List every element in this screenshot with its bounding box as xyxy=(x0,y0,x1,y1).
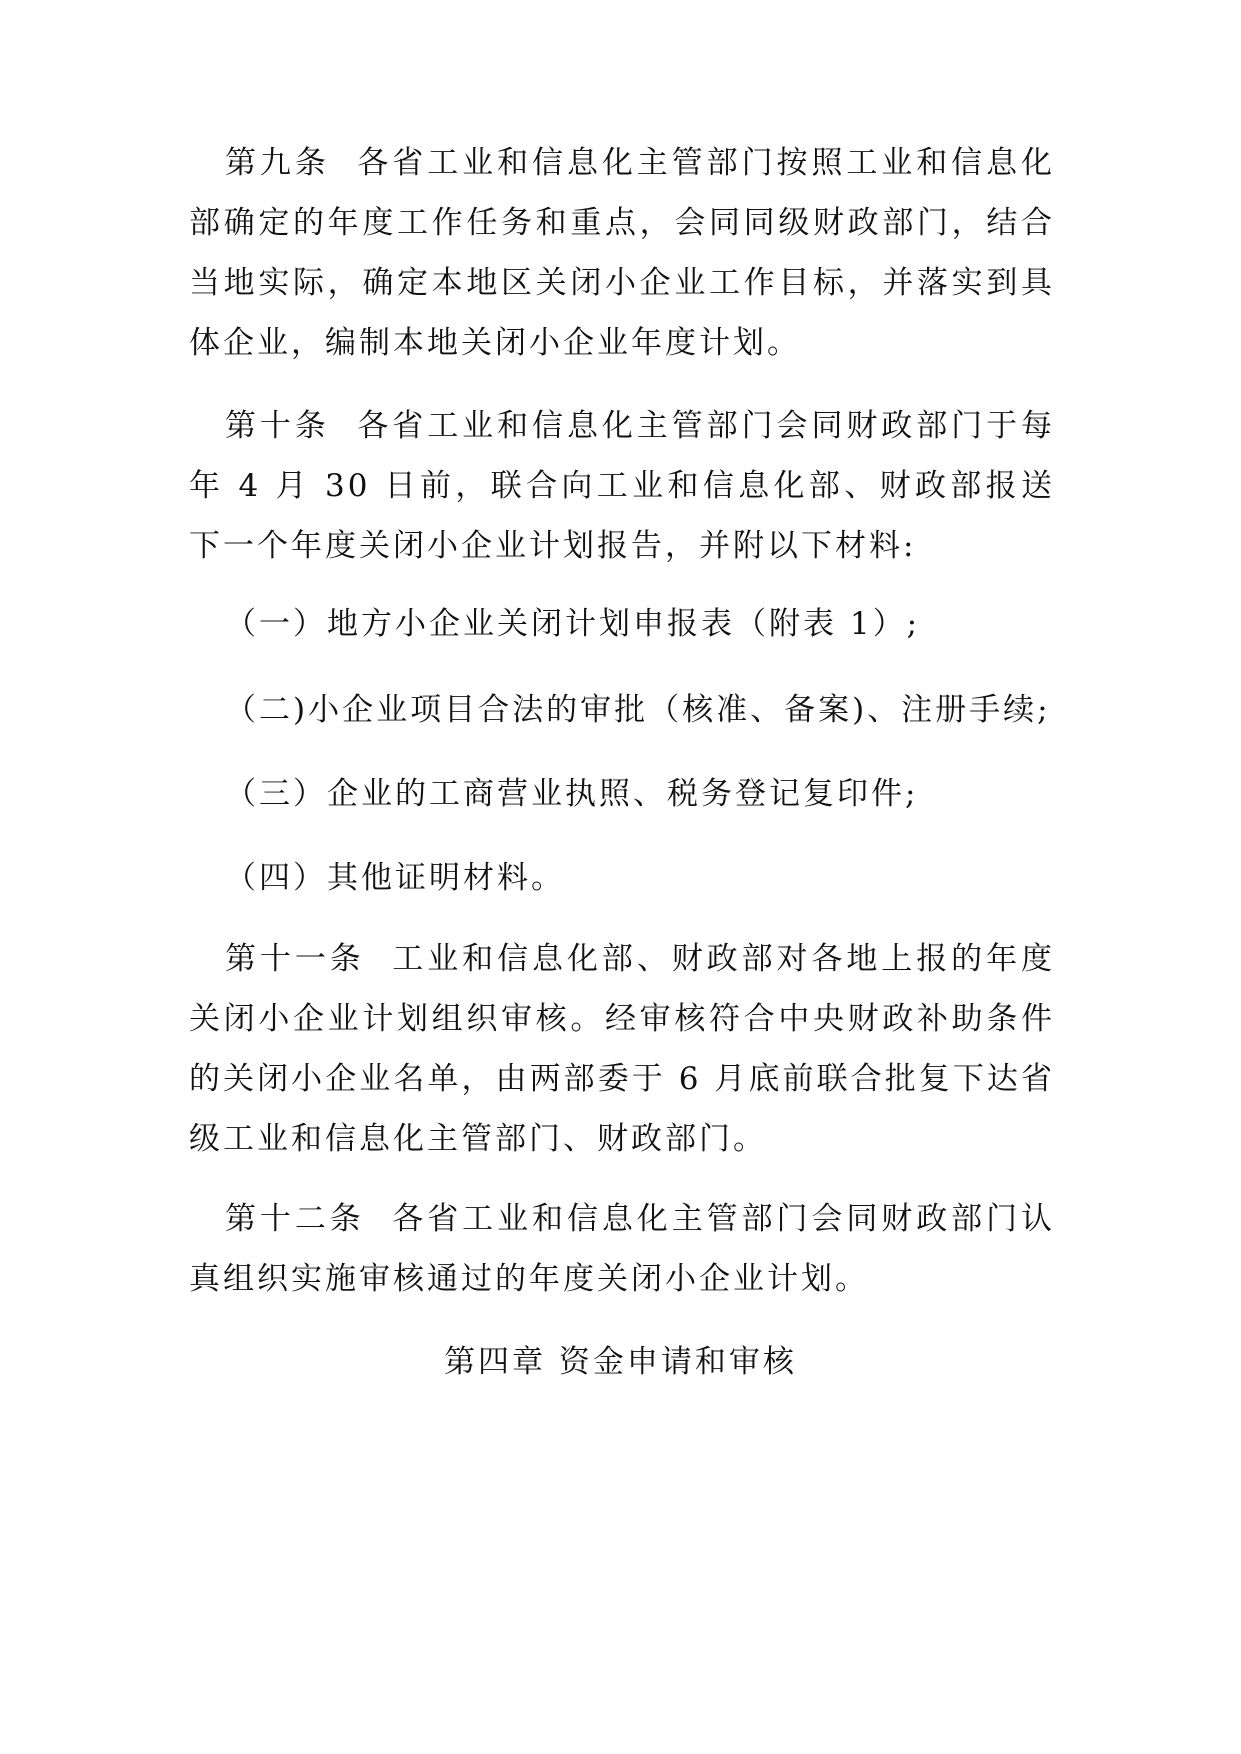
article-10-item-3-block xyxy=(189,764,1055,824)
article-9-paragraph xyxy=(189,133,1055,373)
article-12-paragraph xyxy=(189,1189,1055,1309)
article-10-paragraph xyxy=(189,396,1055,576)
article-10-item-4-block xyxy=(189,848,1055,908)
article-10-text: 各省工业和信息化主管部门会同财政部门于每年 4 月 30 日前，联合向工业和信息化部、财政部报送下一个年度关闭小企业计划报告，并附以下材料: xyxy=(189,408,1056,564)
article-9-heading: 第九条 xyxy=(225,145,330,181)
article-10-heading: 第十条 xyxy=(225,408,330,444)
article-11-block xyxy=(189,929,1055,1169)
article-11-text: 工业和信息化部、财政部对各地上报的年度关闭小企业计划组织审核。经审核符合中央财政补助条件的关闭小企业名单，由两部委于 6 月底前联合批复下达省级工业和信息化主管部门、财政部门。 xyxy=(189,941,1056,1157)
article-10-item-2: （二)小企业项目合法的审批（核准、备案)、注册手续; xyxy=(225,692,1051,728)
article-12-block xyxy=(189,1189,1055,1309)
article-12-text: 各省工业和信息化主管部门会同财政部门认真组织实施审核通过的年度关闭小企业计划。 xyxy=(189,1201,1056,1297)
article-10-item-3: （三）企业的工商营业执照、税务登记复印件; xyxy=(225,776,919,812)
article-9-block xyxy=(189,133,1055,373)
article-10-item-1: （一）地方小企业关闭计划申报表（附表 1）; xyxy=(225,606,921,642)
article-10-item-1-block xyxy=(189,594,1055,654)
article-10-block xyxy=(189,396,1055,576)
article-10-item-4: （四）其他证明材料。 xyxy=(225,860,565,896)
article-10-item-2-block xyxy=(189,680,1055,740)
article-9-text: 各省工业和信息化主管部门按照工业和信息化部确定的年度工作任务和重点，会同同级财政部门，结合当地实际，确定本地区关闭小企业工作目标，并落实到具体企业，编制本地关闭小企业年度计划。 xyxy=(189,145,1056,361)
article-11-paragraph xyxy=(189,929,1055,1169)
article-11-heading: 第十一条 xyxy=(225,941,365,977)
chapter-4-title: 第四章 资金申请和审核 xyxy=(444,1344,797,1380)
article-12-heading: 第十二条 xyxy=(225,1201,365,1237)
